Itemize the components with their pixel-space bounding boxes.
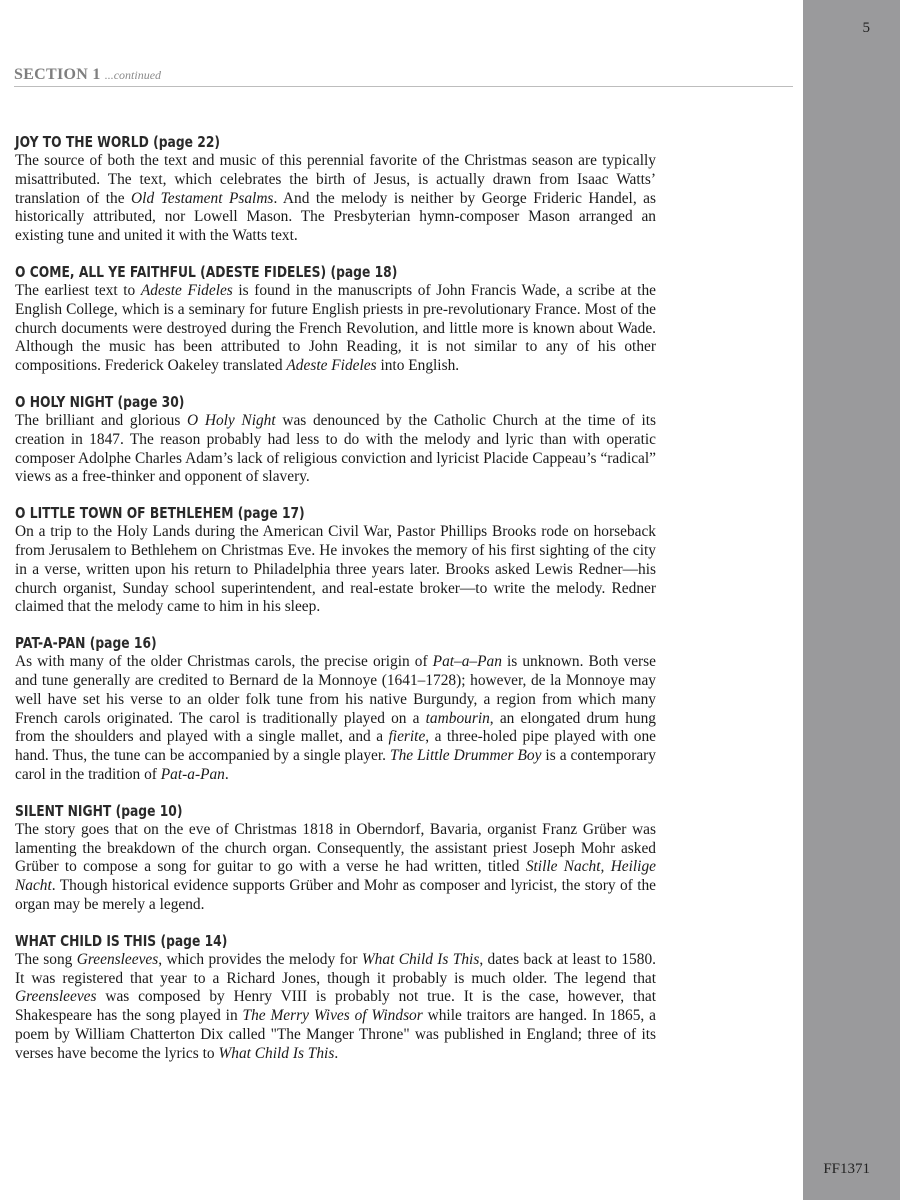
section-header: [14, 66, 793, 87]
italic-title-text: Old Testament Psalms: [131, 189, 274, 207]
carol-entry: [15, 931, 656, 1064]
article-body: [15, 132, 656, 1079]
body-text: is unknown. Both verse and tune generally are credited to Bernard de la Monnoye (1641–1728); however, de la Monnoye may well have set his verse to an older folk tune from his native Burgundy, a region from which many French carols originated. The carol is traditionally played on a: [15, 653, 656, 727]
carol-entry: [15, 503, 656, 617]
body-text: On a trip to the Holy Lands during the American Civil War, Pastor Phillips Brooks rode on horseback from Jerusalem to Bethlehem on Christmas Eve. He invokes the memory of his first sighting of the city in a verse, written upon his return to Philadelphia three years later. Brooks asked Lewis Redner—his church organist, Sunday school superintendent, and real-estate broker—to write the melody. Redner claimed that the melody came to him in his sleep.: [15, 523, 656, 616]
italic-title-text: fierite: [388, 728, 426, 746]
italic-title-text: Pat–a–Pan: [432, 653, 502, 671]
carol-title: WHAT CHILD IS THIS (page 14): [15, 931, 228, 950]
carol-entry: [15, 392, 656, 487]
carol-title: O LITTLE TOWN OF BETHLEHEM (page 17): [15, 504, 305, 523]
sidebar-gray-band: [803, 0, 900, 1200]
body-text: is a contemporary carol in the tradition of: [15, 747, 656, 783]
body-text: , which provides the melody for: [158, 950, 362, 968]
carol-title: O COME, ALL YE FAITHFUL (ADESTE FIDELES) (page 18): [15, 262, 398, 281]
italic-title-text: Adeste Fideles: [286, 357, 377, 375]
italic-title-text: The Merry Wives of Windsor: [242, 1007, 423, 1025]
body-text: The story goes that on the eve of Christmas 1818 in Oberndorf, Bavaria, organist Franz Grüber was lamenting the breakdown of the church organ. Consequently, the assistant priest Joseph Mohr asked Grüber to compose a song for guitar to go with a verse he had written, titled: [15, 820, 656, 876]
body-text: while traitors are hanged. In 1865, a poem by William Chatterton Dix called "The Manger Throne" was published in England; three of its verses have become the lyrics to: [15, 1007, 656, 1062]
italic-title-text: What Child Is This: [218, 1044, 335, 1062]
italic-title-text: What Child Is This: [361, 950, 480, 968]
italic-title-text: O Holy Night: [187, 411, 276, 429]
catalog-code: FF1371: [823, 1161, 870, 1177]
carol-description: [15, 951, 656, 1064]
carol-entry: [15, 262, 656, 376]
section-title: SECTION 1: [14, 66, 101, 83]
carol-title: SILENT NIGHT (page 10): [15, 801, 183, 820]
body-text: . And the melody is neither by George Frideric Handel, as historically attributed, nor Lowell Mason. The Presbyterian hymn-composer Mason arranged an existing tune and united it with the Watts text.: [15, 189, 656, 245]
carol-title: O HOLY NIGHT (page 30): [15, 392, 185, 411]
carol-title: JOY TO THE WORLD (page 22): [15, 133, 220, 151]
body-text: was composed by Henry VIII is probably not true. It is the case, however, that Shakespeare has the song played in: [15, 988, 656, 1025]
carol-description: [15, 653, 656, 785]
carol-entry: [15, 801, 656, 915]
carol-description: [15, 152, 656, 246]
body-text: , dates back at least to 1580. It was registered that year to a Richard Jones, though it probably is much older. The legend that: [15, 950, 656, 987]
italic-title-text: tambourin: [425, 709, 490, 727]
body-text: The song: [15, 950, 77, 968]
italic-title-text: Pat-a-Pan: [160, 765, 225, 783]
italic-title-text: Adeste Fideles: [140, 281, 233, 299]
body-text: The source of both the text and music of this perennial favorite of the Christmas season are typically misattributed. The text, which celebrates the birth of Jesus, is actually drawn from Isaac Watts’ translation of the: [15, 152, 656, 207]
carol-title: PAT-A-PAN (page 16): [15, 634, 157, 653]
italic-title-text: The Little Drummer Boy: [390, 747, 542, 765]
body-text: is found in the manuscripts of John Francis Wade, a scribe at the English College, which is a seminary for future English priests in pre-revolutionary France. Most of the church documents were destroyed during the French Revolution, and little more is known about Wade. Although the music has been attributed to John Reading, it is not similar to any of his other compositions. Frederick Oakeley translated: [15, 281, 656, 375]
carol-description: [15, 821, 656, 915]
carol-entry: [15, 132, 656, 246]
page-number: 5: [862, 20, 870, 36]
body-text: . Though historical evidence supports Grüber and Mohr as composer and lyricist, the story of the organ may be merely a legend.: [15, 877, 656, 913]
carol-description: [15, 412, 656, 487]
italic-title-text: Greensleeves: [76, 950, 159, 968]
body-text: , an elongated drum hung from the shoulders and played with a single mallet, and a: [15, 709, 656, 746]
body-text: As with many of the older Christmas carols, the precise origin of: [15, 653, 433, 671]
body-text: The earliest text to: [15, 281, 141, 299]
carol-description: [15, 282, 656, 376]
section-continued-label: ...continued: [104, 68, 162, 82]
body-text: .: [334, 1044, 339, 1062]
body-text: , a three-holed pipe played with one hand. Thus, the tune can be accompanied by a single player.: [15, 728, 656, 765]
italic-title-text: Stille Nacht, Heilige Nacht: [15, 858, 656, 895]
italic-title-text: Greensleeves: [15, 988, 97, 1006]
body-text: The brilliant and glorious: [15, 411, 188, 429]
body-text: was denounced by the Catholic Church at the time of its creation in 1847. The reason probably had less to do with the melody and lyric than with operatic composer Adolphe Charles Adam’s lack of religious conviction and lyricist Placide Cappeau’s “radical” views as a free-thinker and opponent of slavery.: [15, 411, 657, 486]
carol-description: [15, 523, 656, 617]
body-text: .: [224, 765, 229, 783]
carol-entry: [15, 633, 656, 785]
body-text: into English.: [376, 357, 460, 375]
